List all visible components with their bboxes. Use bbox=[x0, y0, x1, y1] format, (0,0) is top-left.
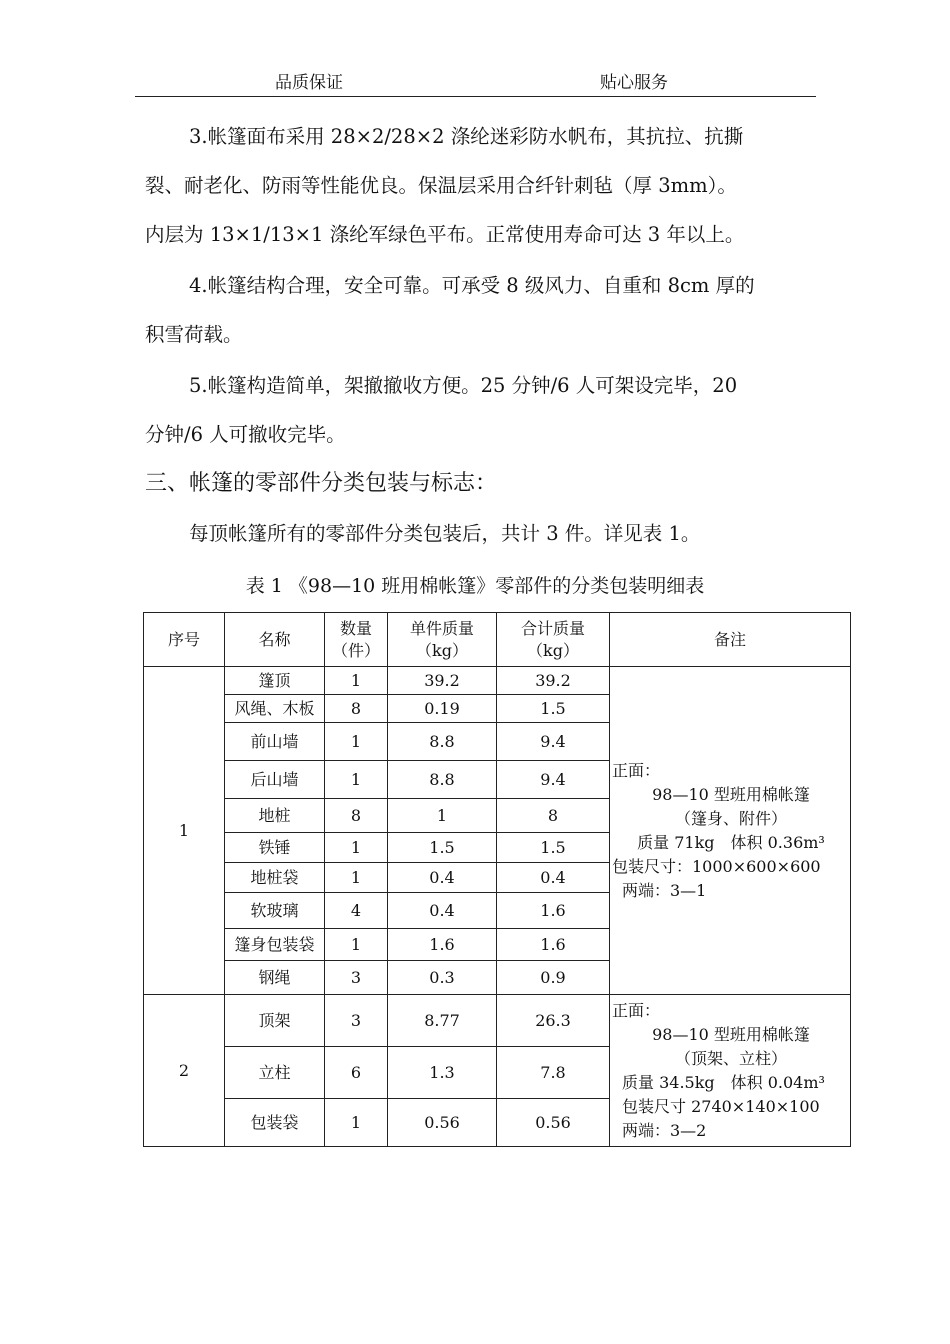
cell-qty: 1 bbox=[325, 667, 388, 695]
cell-qty: 1 bbox=[325, 833, 388, 863]
header-unit-mass: 单件质量 （kg） bbox=[388, 613, 497, 667]
paragraph-line: 分钟/6 人可撤收完毕。 bbox=[145, 423, 346, 446]
cell-total-mass: 26.3 bbox=[497, 995, 610, 1047]
cell-qty: 8 bbox=[325, 695, 388, 723]
cell-qty: 1 bbox=[325, 723, 388, 761]
cell-unit-mass: 8.8 bbox=[388, 723, 497, 761]
note-contents: （篷身、附件） bbox=[674, 808, 787, 828]
intro-paragraph bbox=[145, 509, 820, 558]
cell-qty: 1 bbox=[325, 863, 388, 893]
cell-name: 立柱 bbox=[225, 1047, 325, 1099]
paragraph-line: 裂、耐老化、防雨等性能优良。保温层采用合纤针刺毡（厚 3mm）。 bbox=[145, 174, 737, 197]
group-seq: 2 bbox=[144, 995, 225, 1147]
cell-unit-mass: 0.4 bbox=[388, 893, 497, 929]
header-qty: 数量 （件） bbox=[325, 613, 388, 667]
cell-name: 风绳、木板 bbox=[225, 695, 325, 723]
cell-qty: 4 bbox=[325, 893, 388, 929]
header-right-text: 贴心服务 bbox=[600, 73, 668, 93]
page-header bbox=[135, 66, 816, 97]
header-left-text: 品质保证 bbox=[275, 73, 343, 93]
group-note bbox=[610, 667, 851, 995]
note-ends: 两端：3—1 bbox=[622, 880, 707, 900]
note-model: 98—10 型班用棉帐篷 bbox=[652, 1024, 810, 1044]
note-mass-volume: 质量 34.5kg 体积 0.04m³ bbox=[622, 1072, 825, 1092]
cell-qty: 1 bbox=[325, 761, 388, 799]
table-header-row bbox=[144, 613, 851, 667]
cell-name: 地桩 bbox=[225, 799, 325, 833]
cell-unit-mass: 1 bbox=[388, 799, 497, 833]
note-label: 正面： bbox=[612, 760, 661, 780]
cell-total-mass: 1.6 bbox=[497, 929, 610, 961]
cell-total-mass: 0.4 bbox=[497, 863, 610, 893]
cell-qty: 3 bbox=[325, 995, 388, 1047]
paragraph-4 bbox=[145, 261, 820, 359]
cell-unit-mass: 1.6 bbox=[388, 929, 497, 961]
cell-total-mass: 9.4 bbox=[497, 723, 610, 761]
note-label: 正面： bbox=[612, 1000, 661, 1020]
cell-total-mass: 1.6 bbox=[497, 893, 610, 929]
cell-qty: 1 bbox=[325, 1099, 388, 1147]
paragraph-5 bbox=[145, 361, 820, 459]
cell-unit-mass: 0.19 bbox=[388, 695, 497, 723]
group-note bbox=[610, 995, 851, 1147]
table-row bbox=[144, 995, 851, 1047]
note-size: 包装尺寸 2740×140×100 bbox=[622, 1096, 820, 1116]
header-total-mass: 合计质量 （kg） bbox=[497, 613, 610, 667]
intro-text: 每顶帐篷所有的零部件分类包装后，共计 3 件。详见表 1。 bbox=[189, 522, 701, 545]
header-name: 名称 bbox=[225, 613, 325, 667]
cell-name: 钢绳 bbox=[225, 961, 325, 995]
cell-unit-mass: 39.2 bbox=[388, 667, 497, 695]
paragraph-line: 内层为 13×1/13×1 涤纶军绿色平布。正常使用寿命可达 3 年以上。 bbox=[145, 223, 745, 246]
cell-qty: 1 bbox=[325, 929, 388, 961]
cell-unit-mass: 0.3 bbox=[388, 961, 497, 995]
cell-name: 后山墙 bbox=[225, 761, 325, 799]
cell-qty: 8 bbox=[325, 799, 388, 833]
cell-qty: 6 bbox=[325, 1047, 388, 1099]
paragraph-line: 3.帐篷面布采用 28×2/28×2 涤纶迷彩防水帆布，其抗拉、抗撕 bbox=[189, 125, 744, 148]
cell-total-mass: 9.4 bbox=[497, 761, 610, 799]
cell-name: 铁锤 bbox=[225, 833, 325, 863]
cell-name: 篷身包装袋 bbox=[225, 929, 325, 961]
cell-unit-mass: 8.8 bbox=[388, 761, 497, 799]
cell-name: 软玻璃 bbox=[225, 893, 325, 929]
paragraph-line: 积雪荷载。 bbox=[145, 323, 243, 346]
cell-unit-mass: 1.5 bbox=[388, 833, 497, 863]
cell-total-mass: 7.8 bbox=[497, 1047, 610, 1099]
parts-table bbox=[143, 612, 851, 1147]
group-seq: 1 bbox=[144, 667, 225, 995]
table-caption: 表 1 《98—10 班用棉帐篷》零部件的分类包装明细表 bbox=[245, 575, 705, 597]
cell-total-mass: 39.2 bbox=[497, 667, 610, 695]
cell-total-mass: 1.5 bbox=[497, 833, 610, 863]
note-size: 包装尺寸：1000×600×600 bbox=[612, 856, 821, 876]
cell-unit-mass: 8.77 bbox=[388, 995, 497, 1047]
cell-name: 顶架 bbox=[225, 995, 325, 1047]
paragraph-3 bbox=[145, 112, 820, 259]
cell-unit-mass: 1.3 bbox=[388, 1047, 497, 1099]
cell-unit-mass: 0.56 bbox=[388, 1099, 497, 1147]
cell-total-mass: 0.56 bbox=[497, 1099, 610, 1147]
cell-qty: 3 bbox=[325, 961, 388, 995]
paragraph-line: 4.帐篷结构合理，安全可靠。可承受 8 级风力、自重和 8cm 厚的 bbox=[189, 274, 755, 297]
table-row bbox=[144, 667, 851, 695]
note-ends: 两端：3—2 bbox=[622, 1120, 707, 1140]
note-contents: （顶架、立柱） bbox=[674, 1048, 787, 1068]
section-title: 三、帐篷的零部件分类包装与标志： bbox=[145, 471, 498, 496]
cell-name: 地桩袋 bbox=[225, 863, 325, 893]
cell-total-mass: 0.9 bbox=[497, 961, 610, 995]
cell-name: 篷顶 bbox=[225, 667, 325, 695]
cell-total-mass: 1.5 bbox=[497, 695, 610, 723]
cell-name: 前山墙 bbox=[225, 723, 325, 761]
note-mass-volume: 质量 71kg 体积 0.36m³ bbox=[637, 832, 825, 852]
note-model: 98—10 型班用棉帐篷 bbox=[652, 784, 810, 804]
header-note: 备注 bbox=[610, 613, 851, 667]
paragraph-line: 5.帐篷构造简单，架撤撤收方便。25 分钟/6 人可架设完毕，20 bbox=[189, 374, 738, 397]
cell-total-mass: 8 bbox=[497, 799, 610, 833]
cell-name: 包装袋 bbox=[225, 1099, 325, 1147]
cell-unit-mass: 0.4 bbox=[388, 863, 497, 893]
header-seq: 序号 bbox=[144, 613, 225, 667]
